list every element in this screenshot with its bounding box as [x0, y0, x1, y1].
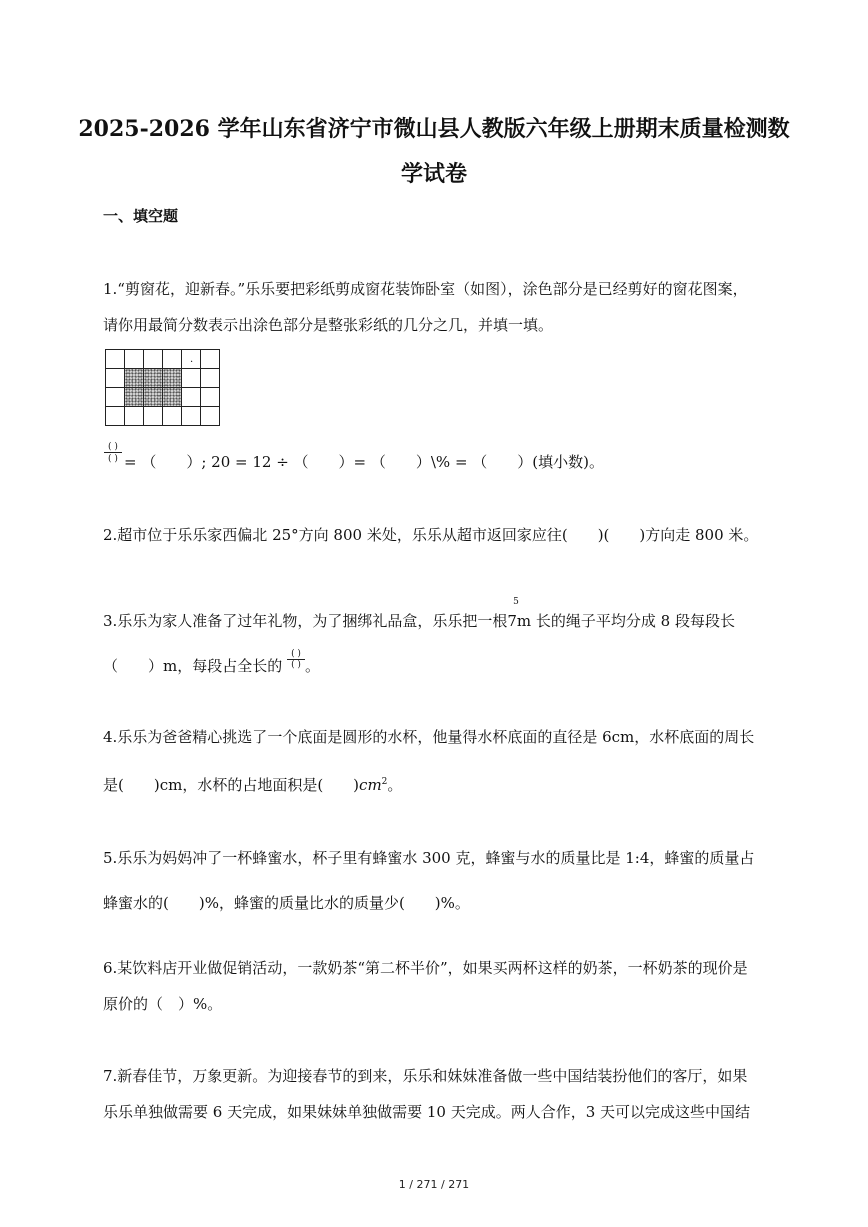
q3-fraction-top: ( ) [287, 649, 305, 660]
q7-line-1: 7.新春佳节，万象更新。为迎接春节的到来，乐乐和妹妹准备做一些中国结装扮他们的客厅，如果 [103, 1067, 748, 1085]
q5-line-2: 蜂蜜水的( )%，蜂蜜的质量比水的质量少( )%。 [103, 894, 470, 912]
paper-cut-grid-figure [105, 349, 220, 426]
q3-line-1-after: 7m 长的绳子平均分成 8 段每段长 [507, 612, 735, 630]
q1-fraction-numerator: ( ) [104, 442, 122, 453]
q5-line-1: 5.乐乐为妈妈冲了一杯蜂蜜水，杯子里有蜂蜜水 300 克，蜂蜜与水的质量比是 1:4，蜂蜜的质量占 [103, 849, 755, 867]
section-heading-fill-blank: 一、填空题 [103, 207, 179, 225]
page-footer-number: 1 / 271 / 271 [398, 1178, 470, 1191]
q4-line-1: 4.乐乐为爸爸精心挑选了一个底面是圆形的水杯，他量得水杯底面的直径是 6cm，水杯底面的周长 [103, 728, 755, 746]
q4-unit: cm [359, 776, 382, 794]
q1-answer-line: = （ ）; 20 = 12 ÷ （ ）= （ ）\% = （ ）(填小数)。 [124, 453, 604, 471]
q3-line-2 [103, 648, 321, 678]
q1-line-1: 1.“剪窗花，迎新春。”乐乐要把彩纸剪成窗花装饰卧室（如图），涂色部分是已经剪好的窗花图案， [103, 280, 748, 298]
q4-line-2-text: 是( )cm，水杯的占地面积是( ) [103, 776, 360, 794]
q3-fraction-numerator: 5 [513, 597, 519, 607]
q6-line-2: 原价的（ ）%。 [103, 995, 223, 1013]
q3-line-1 [103, 611, 735, 631]
exam-title-line-1: 2025-2026 学年山东省济宁市微山县人教版六年级上册期末质量检测数 [78, 116, 790, 142]
q1-fraction-denominator: ( ) [108, 454, 118, 464]
q2-line-1: 2.超市位于乐乐家西偏北 25°方向 800 米处，乐乐从超市返回家应往( )( )方向走 800 米。 [103, 526, 759, 544]
q4-unit-sup: 2 [381, 777, 388, 787]
q4-line-2 [103, 772, 402, 795]
q4-line-2-end: 。 [387, 776, 403, 794]
grid-mark: . [190, 354, 194, 365]
q3-line-2-end: 。 [305, 657, 321, 675]
q7-line-2: 乐乐单独做需要 6 天完成，如果妹妹单独做需要 10 天完成。两人合作，3 天可以完成这些中国结 [103, 1103, 751, 1121]
q1-line-2: 请你用最简分数表示出涂色部分是整张彩纸的几分之几，并填一填。 [103, 316, 554, 334]
exam-title-line-2: 学试卷 [400, 161, 467, 187]
q3-line-2-text: （ ）m，每段占全长的 [103, 657, 283, 675]
q3-line-1-text: 3.乐乐为家人准备了过年礼物，为了捆绑礼品盒，乐乐把一根 [103, 612, 508, 630]
q3-fraction-bottom: ( ) [291, 659, 301, 670]
q6-line-1: 6.某饮料店开业做促销活动，一款奶茶“第二杯半价”，如果买两杯这样的奶茶，一杯奶茶的现价是 [103, 959, 748, 977]
q3-fraction [287, 649, 305, 670]
